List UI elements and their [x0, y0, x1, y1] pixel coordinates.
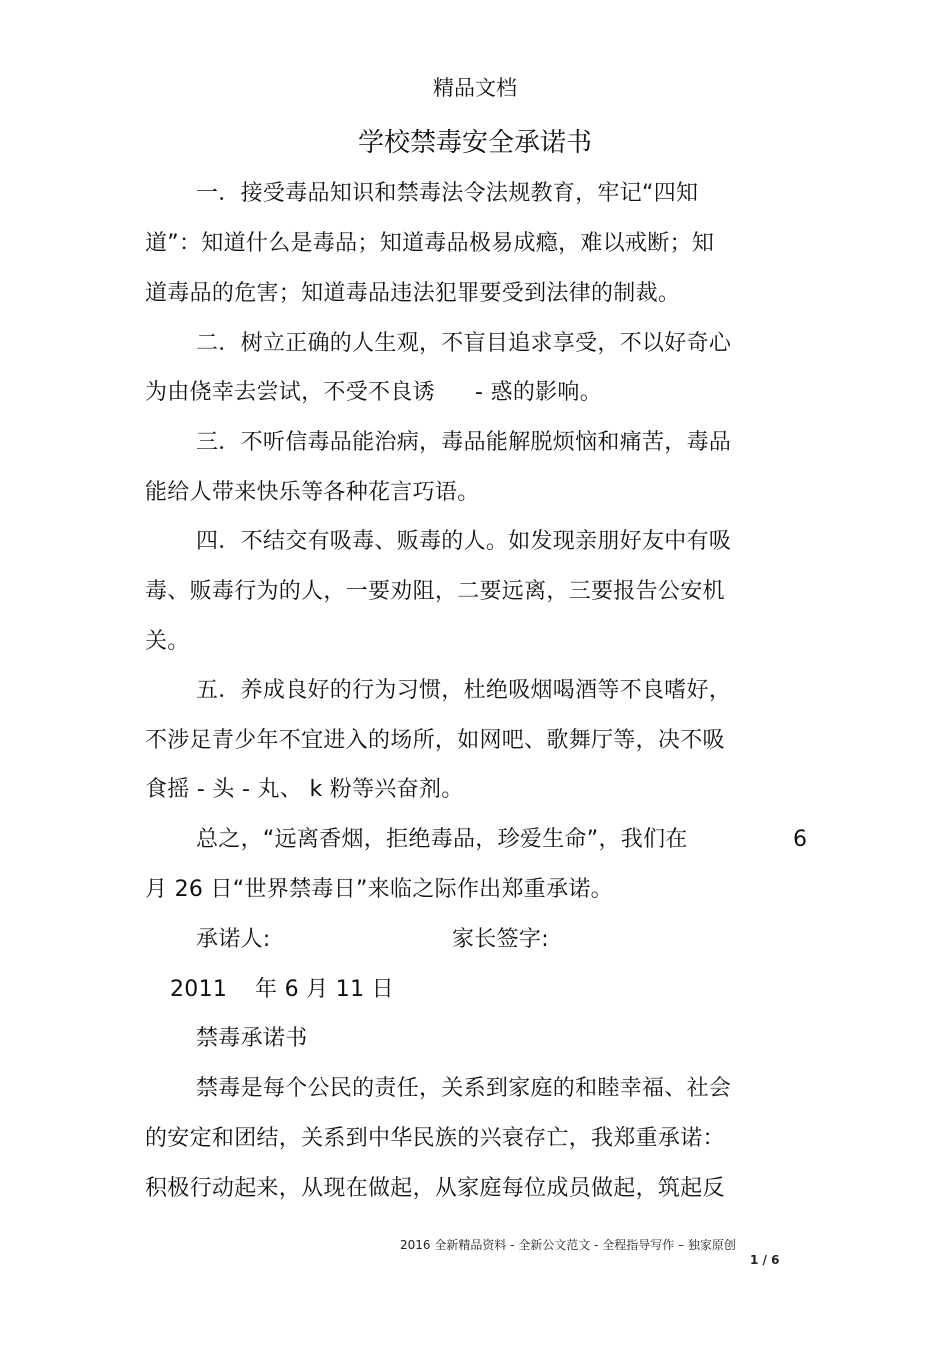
paragraph-line: 关。: [145, 629, 190, 654]
paragraph-line: 毒、贩毒行为的人，一要劝阻，二要远离，三要报告公安机: [145, 579, 725, 604]
paragraph-line: 三．不听信毒品能治病，毒品能解脱烦恼和痛苦，毒品: [196, 430, 732, 455]
paragraph-line: 为由侥幸去尝试，不受不良诱: [145, 380, 435, 405]
section-heading: 禁毒承诺书: [196, 1026, 308, 1051]
paragraph-line: 6: [793, 827, 808, 852]
paragraph-line: 月 26 日“世界禁毒日”来临之际作出郑重承诺。: [145, 877, 613, 902]
paragraph-line: - 惑的影响。: [475, 380, 603, 405]
paragraph-line: 二．树立正确的人生观，不盲目追求享受，不以好奇心: [196, 331, 732, 356]
document-title: 学校禁毒安全承诺书: [357, 128, 592, 158]
paragraph-line: 的安定和团结，关系到中华民族的兴衰存亡，我郑重承诺：: [145, 1126, 725, 1151]
paragraph-line: 禁毒是每个公民的责任，关系到家庭的和睦幸福、社会: [196, 1076, 732, 1101]
paragraph-line: 积极行动起来，从现在做起，从家庭每位成员做起，筑起反: [145, 1176, 725, 1201]
footer-text: 2016 全新精品资料 - 全新公文范文 - 全程指导写作 – 独家原创: [400, 1238, 736, 1252]
promisor-label: 承诺人:: [196, 927, 271, 952]
parent-signature-label: 家长签字:: [452, 927, 549, 952]
paragraph-line: 食摇 - 头 - 丸、 k 粉等兴奋剂。: [145, 777, 464, 802]
header-label: 精品文档: [433, 76, 517, 100]
paragraph-line: 一．接受毒品知识和禁毒法令法规教育，牢记“四知: [196, 181, 699, 206]
paragraph-line: 五．养成良好的行为习惯，杜绝吸烟喝酒等不良嗜好，: [196, 678, 732, 703]
paragraph-line: 道毒品的危害；知道毒品违法犯罪要受到法律的制裁。: [145, 281, 681, 306]
paragraph-line: 道”：知道什么是毒品；知道毒品极易成瘾，难以戒断；知: [145, 231, 715, 256]
paragraph-line: 总之，“远离香烟，拒绝毒品，珍爱生命”，我们在: [196, 827, 688, 852]
paragraph-line: 不涉足青少年不宜进入的场所，如网吧、歌舞厅等，决不吸: [145, 728, 725, 753]
date-rest: 年 6 月 11 日: [255, 977, 394, 1002]
page-number: 1 / 6: [750, 1253, 780, 1267]
paragraph-line: 四．不结交有吸毒、贩毒的人。如发现亲朋好友中有吸: [196, 529, 732, 554]
date-year: 2011: [170, 977, 228, 1002]
paragraph-line: 能给人带来快乐等各种花言巧语。: [145, 480, 480, 505]
